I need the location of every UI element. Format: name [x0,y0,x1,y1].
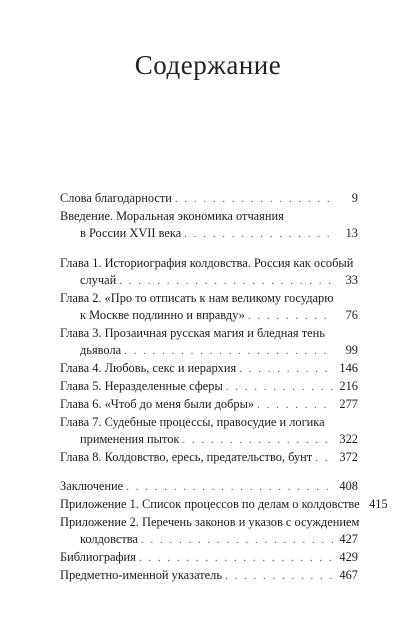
dot-leader [126,479,333,496]
dot-leader [175,191,333,208]
toc-page-number: 322 [339,432,358,446]
toc-page-number: 408 [339,479,358,493]
toc-entry-title: в России XVII века [80,226,182,240]
dot-leader [184,226,333,243]
dot-leader [225,568,333,585]
section-gap [60,467,358,478]
toc-entry-title: Приложение 1. Список процессов по делам о колдовстве [60,497,360,511]
dot-leader [141,532,333,549]
toc-entry[interactable] [60,325,358,360]
toc-entry-title: Глава 4. Любовь, секс и иерархия [60,361,237,375]
toc-entry-title: Глава 6. «Чтоб до меня были добры» [60,397,255,411]
toc-entry-title: Заключение [60,479,124,493]
toc-entry[interactable] [60,549,358,567]
toc-section [60,190,358,243]
toc-page-number: 277 [339,397,358,411]
toc-page-number: 415 [369,497,388,511]
dot-leader [315,450,333,467]
toc-page-number: 427 [339,532,358,546]
toc-page-number: 9 [351,191,358,205]
toc-page-number: 99 [345,343,358,357]
toc-entry[interactable] [60,208,358,243]
toc-entry[interactable] [60,360,358,378]
toc-page-number: 467 [339,568,358,582]
toc-entry[interactable] [60,290,358,325]
toc-entry[interactable] [60,378,358,396]
toc-entry-title: Глава 5. Неразделенные сферы [60,379,223,393]
toc-entry-title: Предметно-именной указатель [60,568,222,582]
page-title: Содержание [134,50,282,80]
toc-entry-title: применения пыток [80,432,180,446]
toc-entry-title: Библиография [60,550,136,564]
toc-section [60,478,388,585]
toc-entry-title: Глава 2. «Про то отписать к нам великому государю [60,291,334,305]
toc-entry-title: Слова благодарности [60,191,172,205]
dot-leader [182,432,333,449]
toc-entry-title: дьявола [80,343,122,357]
toc-page-number: 13 [345,226,358,240]
dot-leader [239,361,333,378]
toc-entry[interactable] [60,414,358,449]
dot-leader [257,397,333,414]
dot-leader [139,550,333,567]
toc-entry-title: колдовства [80,532,138,546]
toc-entry-title: Глава 7. Судебные процессы, правосудие и логика [60,415,325,429]
toc-page-number: 372 [339,450,358,464]
toc-entry-title: Приложение 2. Перечень законов и указов с осуждением [60,515,360,529]
toc-entry[interactable] [60,255,358,290]
section-gap [60,243,358,255]
toc-page-number: 146 [339,361,358,375]
toc-entry[interactable] [60,496,388,514]
toc-page-number: 429 [339,550,358,564]
dot-leader [124,343,333,360]
dot-leader [226,379,333,396]
toc-entry[interactable] [60,449,358,467]
toc-entry-title: Глава 3. Прозаичная русская магия и бледная тень [60,326,325,340]
toc-page-number: 33 [345,273,358,287]
toc-entry-title: Глава 8. Колдовство, ересь, предательство, бунт [60,450,313,464]
dot-leader [119,273,333,290]
toc-entry-title: случай [80,273,117,287]
toc-entry[interactable] [60,396,358,414]
toc-section [60,255,358,467]
toc-entry[interactable] [60,514,358,549]
toc-entry[interactable] [60,478,358,496]
toc-entry-title: к Москве подлинно и вправду» [80,308,245,322]
toc-entry[interactable] [60,190,358,208]
table-of-contents [60,190,388,585]
toc-page-number: 76 [345,308,358,322]
toc-entry-title: Глава 1. Историография колдовства. Россия как особый [60,256,354,270]
toc-page-number: 216 [339,379,358,393]
toc-entry-title: Введение. Моральная экономика отчаяния [60,209,284,223]
dot-leader [248,308,333,325]
toc-entry[interactable] [60,567,358,585]
